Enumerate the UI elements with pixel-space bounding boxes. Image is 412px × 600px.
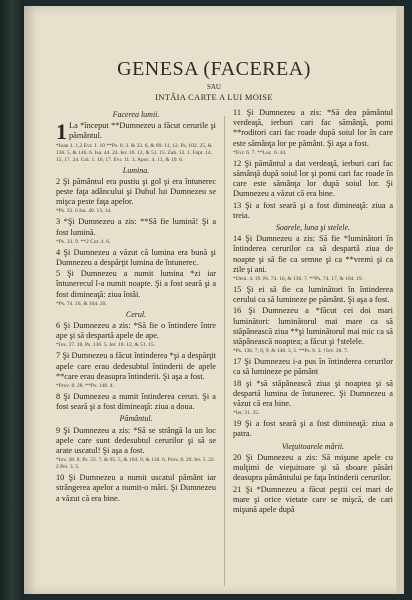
section-heading: Cerul. — [125, 309, 147, 319]
section-heading: Soarele, luna şi stelele. — [275, 223, 351, 233]
cross-reference: *Evr. 6. 7. **Luc. 6. 44. — [233, 149, 287, 156]
verse-6: 6 Şi Dumnezeu a zis: *Să fie o întindere între ape şi să despartă apele de ape. — [56, 321, 216, 341]
verse-8: 8 Şi Dumnezeu a numit întinderea ceruri. Şi a fost seară şi a fost dimineaţă: ziua a doua. — [56, 392, 216, 412]
right-column — [233, 108, 393, 516]
verse-7: 7 Şi Dumnezeu a făcut întinderea *şi a despărţit apele care erau dedesubtul întinderii de apele **care erau deasupra întinderii. Şi aşa a fost. — [56, 351, 216, 381]
verse-text: La *început **Dumnezeu a făcut cerurile şi pământul. — [69, 121, 216, 141]
verse-4: 4 Şi Dumnezeu a văzut că lumina era bună şi Dumnezeu a despărţit lumina de întunerec. — [56, 247, 216, 268]
section-heading: Pământul. — [119, 414, 153, 424]
verse-3: 3 *Şi Dumnezeu a zis: **Să fie lumină! Şi a fost lumină. — [56, 217, 216, 237]
section-heading: Vieţuitoarele mării. — [281, 441, 345, 451]
cross-reference: *Ps. 33. 6 Isa. 40. 13, 14. — [56, 208, 112, 215]
verse-18: 18 şi *să stăpânească ziua şi noaptea şi să despartă lumina de întunerec. Şi Dumnezeu a văzut că era bine. — [233, 378, 393, 409]
verse-1 — [56, 119, 216, 145]
cross-reference: *Ioan 1. 1,2 Evr. 1. 10 **Ps. 8. 3. & 33. 6, & 89. 11, 12. Ps. 102. 25, & 136. 5, & 146. 6. Isa. 44. 24. Ier. 10. 12, & 51. 15. Zah. 12. 1. Fapt. 14. 15, 17. 24. Col. 1. 16, 17. Evr. 11. 3. Apoc. 4. 11, & 10. 6. — [56, 142, 212, 163]
cross-reference: *Prov. 8. 28. **Ps. 148. 4. — [56, 383, 114, 390]
cross-reference: *Ps. 136. 7, 8, 9, & 148. 3, 5. **Ps. 8. 3. †Iov. 38. 7. — [233, 348, 349, 355]
chapter-header — [24, 58, 404, 102]
book-spine — [0, 0, 24, 600]
verse-15: 15 Şi ei să fie ca luminători în întinderea cerului ca să lumineze pe pământ. Şi aşa a fost. — [233, 285, 393, 305]
verse-13: 13 Şi a fost seară şi a fost dimineaţă: ziua a treia. — [233, 200, 393, 220]
left-column — [56, 108, 216, 505]
book-title-sau: SAU — [206, 83, 221, 91]
verse-16: 16 Şi Dumnezeu a *făcut cei doi mari luminători: luminătorul mai mare ca să stăpânească ziua **şi luminătorul mai mic ca să stăpânească noaptea; a făcut şi †stelele. — [233, 306, 393, 347]
verse-11: 11 Şi Dumnezeu a zis: *Să dea pământul verdeaţă, ierburi cari fac sămânţă, pomi **roditori cari fac roade după soiul lor în care este sămânţa lor pe pământ. Şi aşa a fost. — [233, 108, 393, 148]
book-title: GENESA (FACEREA) — [117, 58, 311, 80]
cross-reference: *Ps. 74. 16, & 104. 20. — [56, 300, 107, 307]
verse-20: 20 Şi Dumnezeu a zis: Să mişune apele cu mulţimi de vieţuitoare şi să sboare păsări deasupra pământului pe faţa întinderii cerurilor. — [233, 452, 393, 483]
cross-reference: *Ps. 33. 9. **2 Cor. 4. 6. — [56, 238, 111, 245]
chapter-number: 1 — [56, 119, 67, 145]
verse-19: 19 Şi a fost seară şi a fost dimineaţă: ziua a patra. — [233, 419, 393, 439]
cross-reference: *Deut. 4. 19. Ps. 74. 16, & 136. 7. **Ps. 74. 17, & 104. 19. — [233, 276, 364, 283]
verse-10: 10 Şi Dumnezeu a numit uscatul pământ iar strângerea apelor a numit-o mări. Şi Dumnezeu a văzut că era bine. — [56, 473, 216, 503]
book-subtitle: INTÂIA CARTE A LUI MOISE — [155, 92, 273, 102]
column-divider — [224, 116, 225, 586]
cross-reference: *Iov. 37. 18. Ps. 136. 5. Ier. 10. 12, & 51. 15. — [56, 342, 156, 349]
section-heading: Facerea lumii. — [112, 110, 160, 119]
verse-2: 2 Şi pământul era pustiu şi gol şi era întunerec peste faţa adâncului şi Duhul lui Dumnezeu se mişca peste faţa apelor. — [56, 176, 216, 207]
cross-reference: *Ier. 31. 35. — [233, 410, 260, 417]
verse-17: 17 Şi Dumnezeu i-a pus în întinderea cerurilor ca să lumineze pe pământ — [233, 357, 393, 377]
book-page — [24, 6, 404, 594]
verse-5: 5 Şi Dumnezeu a numit lumina *zi iar întunerecul l-a numit noapte. Şi a fost seară şi a fost dimineaţă: ziua întâi. — [56, 269, 216, 299]
section-heading: Lumina. — [122, 165, 150, 175]
verse-9: 9 Şi Dumnezeu a zis: *Să se strângă la un loc apele care sunt dedesubtul cerurilor şi să se arate uscatul! Şi aşa a fost. — [56, 425, 216, 456]
verse-12: 12 Şi pământul a dat verdeaţă, ierburi cari fac sămânţă după soiul lor şi pomi cari fac roade în care este sămânţa lor după soiul lor. Şi Dumnezeu a văzut că era bine. — [233, 158, 393, 199]
cross-reference: *Iov. 38. 8. Ps. 33. 7, & 95. 5, & 104. 9, & 136. 6. Prov. 8. 29. Ier. 5. 22. 2 Pet. 3. 5. — [56, 457, 216, 471]
verse-14: 14 Şi Dumnezeu a zis: Să fie *luminători în întinderea cerurilor ca să despartă ziua de noapte şi să fie ca semne şi ca **vremi şi ca zile şi ani. — [233, 234, 393, 274]
verse-21: 21 Şi *Dumnezeu a făcut peştii cei mari de mare şi orice vietate care se mişcă, de cari mişună apele după — [233, 484, 393, 514]
